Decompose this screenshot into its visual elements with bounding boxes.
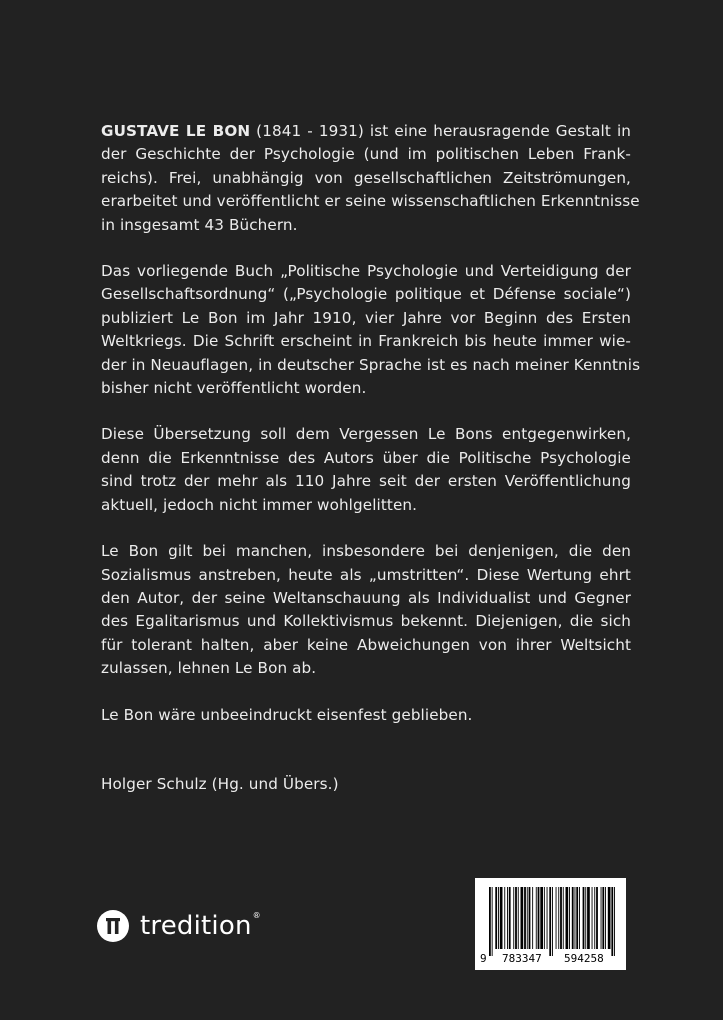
- barcode-bar: [572, 887, 574, 949]
- barcode-bar: [560, 887, 562, 949]
- barcode-bar: [532, 887, 533, 949]
- barcode-bar: [489, 887, 491, 956]
- back-cover-blurb: [101, 120, 641, 796]
- tredition-logo-icon: [97, 910, 129, 942]
- signature: [101, 773, 631, 796]
- barcode-bar: [527, 887, 528, 949]
- text-line: Le Bon gilt bei manchen, insbesondere bei denjenigen, die den: [101, 542, 631, 561]
- paragraph-translation: [101, 423, 631, 517]
- publisher-logo: [97, 906, 261, 946]
- barcode-bar: [552, 887, 553, 956]
- text-line: des Egalitarismus und Kollektivismus bekennt. Diejenigen, die sich: [101, 612, 631, 631]
- publisher-name-text: tredition: [140, 911, 252, 941]
- barcode-bar: [579, 887, 580, 949]
- barcode-bar: [513, 887, 514, 949]
- text-line: in insgesamt 43 Büchern.: [101, 215, 298, 234]
- barcode-bar: [495, 887, 497, 949]
- barcode-bar: [509, 887, 511, 949]
- barcode-bar: [549, 887, 551, 956]
- barcode-bar: [547, 887, 548, 949]
- text-line: aktuell, jedoch nicht immer wohlgelitten.: [101, 495, 418, 514]
- barcode-bar: [614, 887, 615, 956]
- text-line: Le Bon wäre unbeeindruckt eisenfest geblieben.: [101, 705, 473, 724]
- barcode-bar: [601, 887, 602, 949]
- barcode-bar: [583, 887, 585, 949]
- barcode-bar: [605, 887, 606, 949]
- barcode-digit-group: 9: [480, 952, 487, 965]
- barcode-bar: [515, 887, 517, 949]
- barcode-bar: [585, 887, 586, 949]
- text-line: bisher nicht veröffentlicht worden.: [101, 379, 367, 398]
- barcode-bar: [592, 887, 593, 949]
- barcode-bar: [594, 887, 595, 949]
- barcode-bar: [521, 887, 524, 949]
- barcode-digits: [475, 952, 626, 968]
- text-line: Sozialismus anstreben, heute als „umstritten“. Diese Wertung ehrt: [101, 565, 631, 584]
- barcode-bar: [544, 887, 545, 949]
- text-line: zulassen, lehnen Le Bon ab.: [101, 659, 317, 678]
- barcode-bar: [566, 887, 569, 949]
- barcode-bar: [524, 887, 526, 949]
- barcode-bar: [602, 887, 604, 949]
- text-line: reichs). Frei, unabhängig von gesellschaftlichen Zeitströmungen,: [101, 168, 631, 187]
- barcode-bar: [504, 887, 505, 949]
- barcode-bar: [576, 887, 578, 949]
- barcode-bar: [498, 887, 499, 949]
- paragraph-closing: [101, 704, 631, 727]
- isbn-barcode: [475, 878, 626, 970]
- barcode-bar: [536, 887, 537, 949]
- text-line: Weltkriegs. Die Schrift erscheint in Frankreich bis heute immer wie-: [101, 332, 631, 351]
- barcode-bar: [507, 887, 508, 949]
- publisher-name: [140, 911, 261, 941]
- paragraph-book: [101, 260, 641, 400]
- text-span: (1841 - 1931) ist eine herausragende Gestalt in: [250, 122, 631, 140]
- barcode-bar: [518, 887, 519, 949]
- barcode-bar: [587, 887, 590, 949]
- barcode-bar: [538, 887, 540, 949]
- barcode-bar: [492, 887, 493, 956]
- barcode-digit-group: 594258: [564, 952, 604, 965]
- text-line: sind trotz der mehr als 110 Jahre seit der ersten Veröffentlichung: [101, 472, 631, 491]
- text-line: Diese Übersetzung soll dem Vergessen Le Bons entgegenwirken,: [101, 425, 631, 444]
- text-line: Gesellschaftsordnung“ („Psychologie politique et Défense sociale“): [101, 285, 631, 304]
- barcode-bar: [556, 887, 557, 949]
- registered-mark: ®: [252, 911, 261, 920]
- text-line: publiziert Le Bon im Jahr 1910, vier Jahre vor Beginn des Ersten: [101, 308, 631, 327]
- barcode-bar: [596, 887, 598, 949]
- author-name: GUSTAVE LE BON: [101, 122, 251, 140]
- paragraph-author: [101, 120, 640, 237]
- text-line: der Geschichte der Psychologie (und im politischen Leben Frank-: [101, 145, 631, 164]
- signature-text: Holger Schulz (Hg. und Übers.): [101, 774, 339, 793]
- text-line: für tolerant halten, aber keine Abweichungen von ihrer Weltsicht: [101, 635, 631, 654]
- text-line: Das vorliegende Buch „Politische Psychologie und Verteidigung der: [101, 262, 631, 281]
- barcode-digit-group: 783347: [502, 952, 542, 965]
- barcode-bar: [569, 887, 570, 949]
- paragraph-controversy: [101, 540, 631, 680]
- barcode-bar: [529, 887, 531, 949]
- text-line: erarbeitet und veröffentlicht er seine wissenschaftlichen Erkenntnisse: [101, 192, 640, 211]
- text-line: [101, 120, 631, 143]
- text-line: den Autor, der seine Weltanschauung als Individualist und Gegner: [101, 588, 631, 607]
- barcode-bar: [608, 887, 611, 949]
- barcode-bar: [563, 887, 564, 949]
- barcode-bar: [611, 887, 613, 956]
- barcode-bar: [540, 887, 543, 949]
- barcode-bar: [575, 887, 576, 949]
- barcode-bar: [558, 887, 559, 949]
- text-line: denn die Erkenntnisse des Autors über die Politische Psychologie: [101, 448, 631, 467]
- text-line: der in Neuauflagen, in deutscher Sprache ist es nach meiner Kenntnis: [101, 355, 641, 374]
- barcode-bar: [500, 887, 503, 949]
